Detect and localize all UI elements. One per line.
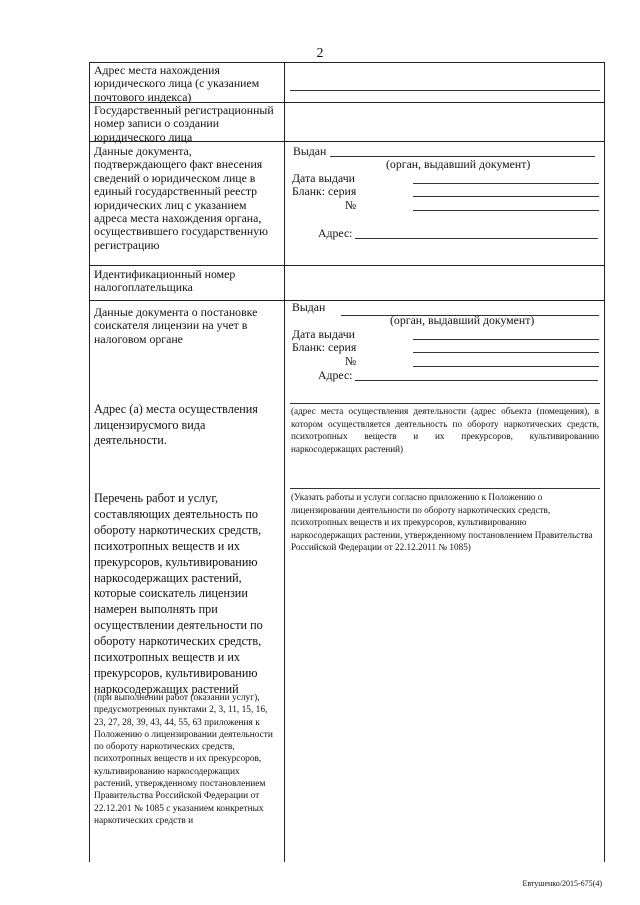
tax-issued-label: Выдан <box>292 300 326 314</box>
works-hint: (Указать работы и услуги согласно приложению к Положению о лицензировании деятельности по обороту наркотических средств, психотропных веществ и их прекурсоров, культивированию наркосодержащих растении, утвержденному постановлением Правительства Российской Федерации от 22.12.2011 № 1085) <box>291 492 593 553</box>
activity-hint: (адрес места осуществления деятельности (адрес объекта (помещения), в котором осуществляется деятельность по обороту наркотических средств, психотропных веществ и их прекурсоров, культивированию наркосодержащих растений) <box>291 406 599 454</box>
tax-date-label: Дата выдачи <box>292 327 355 341</box>
table-right-border <box>604 62 605 862</box>
egrul-date-label: Дата выдачи <box>292 171 355 185</box>
ogrn-label: Государственный регистрационный номер записи о создании юридического лица <box>94 103 274 144</box>
tax-address-label: Адрес: <box>318 368 353 382</box>
works-sublabel: (при выполнении работ (оказании услуг), предусмотренных пунктами 2, 3, 11, 15, 16, 23, 27, 28, 39, 43, 44, 55, 63 приложения к Положению о лицензировании деятельности по обороту наркотических средств, психотропных веществ и их прекурсоров, культивированию наркосодержащих растений, утвержденному постановлением Правительства Российской Федерации от 22.12.201 № 1085 с указанием конкретных наркотических средств и <box>94 693 273 826</box>
tax-label: Данные документа о постановке соискателя лицензии на учет в налоговом органе <box>94 305 258 346</box>
egrul-date-line <box>413 183 599 184</box>
egrul-number-label: № <box>345 198 357 212</box>
egrul-series-line <box>413 196 599 197</box>
row-divider <box>89 265 605 266</box>
page-number: 2 <box>316 46 324 61</box>
egrul-address-label: Адрес: <box>318 226 353 240</box>
tax-organ-caption: (орган, выдавший документ) <box>390 313 535 327</box>
tax-number-line <box>413 366 599 367</box>
activity-label: Адрес (а) места осуществления лицензирусмого вида деятельности. <box>94 402 258 447</box>
egrul-address-line <box>355 238 598 239</box>
column-divider <box>284 62 285 862</box>
tax-series-line <box>413 352 599 353</box>
address-label: Адрес места нахождения юридического лица (с указанием почтового индекса) <box>94 63 260 104</box>
egrul-issued-label: Выдан <box>293 144 327 158</box>
works-field-line <box>290 488 600 489</box>
works-label: Перечень работ и услуг, составляющих деятельность по обороту наркотических средств, психотропных веществ и их прекурсоров, культивированию наркосодержащих растений, которые соискатель лицензии намерен выполнять при осуществлении деятельности по обороту наркотических средств, психотропных веществ и их прекурсоров, культивированию наркосодержащих растений <box>94 491 263 696</box>
tax-address-line <box>355 380 598 381</box>
tax-series-label: Бланк: серия <box>292 340 357 354</box>
egrul-series-label: Бланк: серия <box>292 184 357 198</box>
tax-number-label: № <box>345 354 357 368</box>
table-left-border <box>89 62 90 862</box>
row-divider <box>89 300 605 301</box>
activity-field-line <box>290 403 600 404</box>
inn-label: Идентификационный номер налогоплательщика <box>94 267 236 295</box>
tax-date-line <box>413 339 599 340</box>
footer-reference: Евтушенко/2015-675(4) <box>522 879 602 888</box>
address-field-line <box>290 90 600 91</box>
egrul-number-line <box>413 210 599 211</box>
egrul-label: Данные документа, подтверждающего факт внесения сведений о юридическом лице в единый государственный реестр юридических лиц с указанием адреса места нахождения органа, осуществившего государственную регистрацию <box>94 144 268 252</box>
egrul-organ-caption: (орган, выдавший документ) <box>386 157 531 171</box>
